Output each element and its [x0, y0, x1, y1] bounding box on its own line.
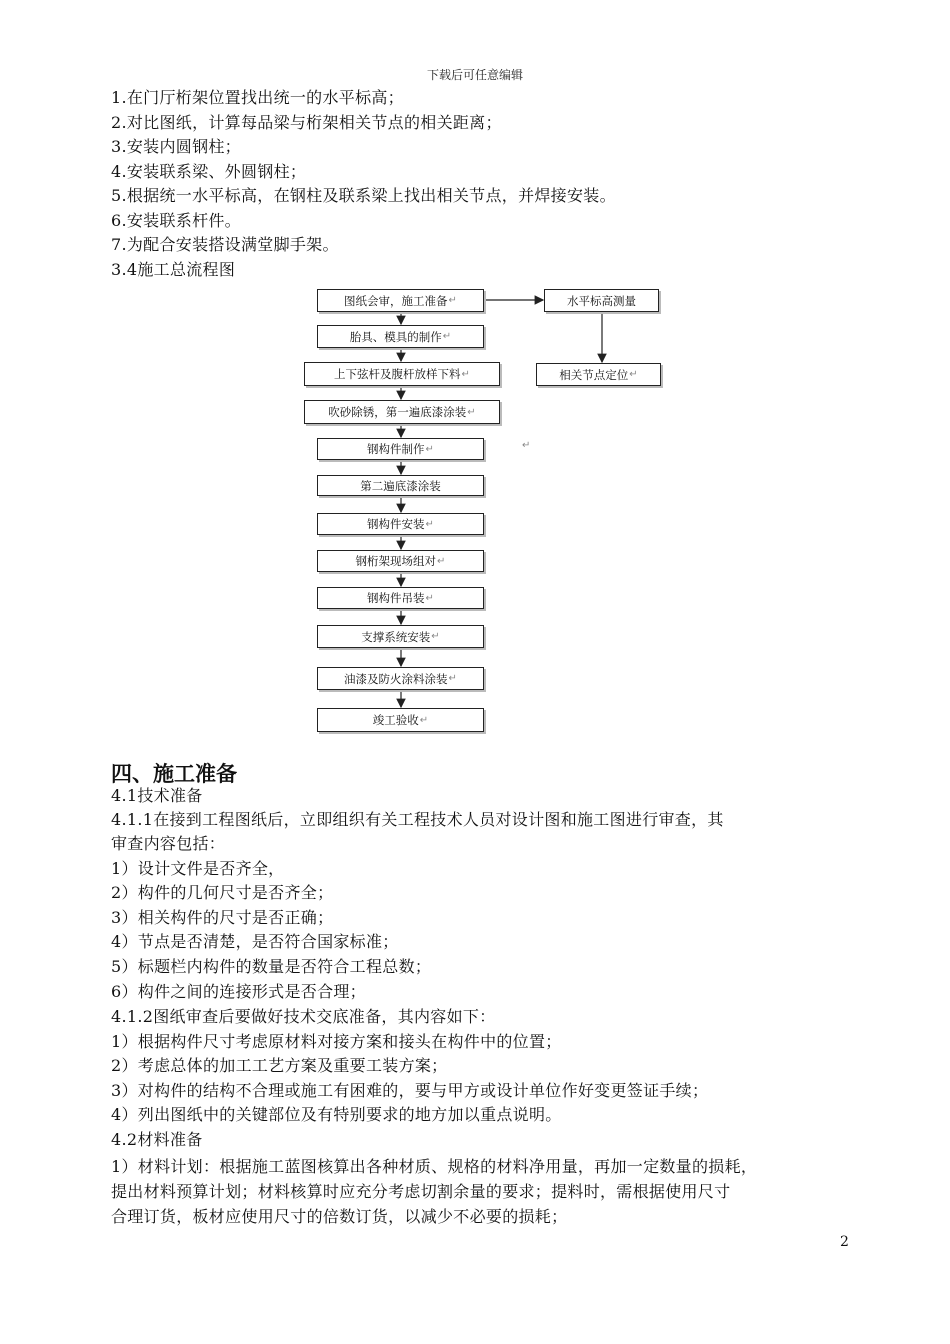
intro-line: 4.安装联系梁、外圆钢柱； [111, 162, 307, 181]
flow-side-step [536, 363, 661, 386]
return-mark: ↵ [629, 369, 638, 380]
return-mark: ↵ [467, 406, 476, 418]
flow-step [317, 708, 484, 732]
body-line: 4.1.1在接到工程图纸后，立即组织有关工程技术人员对设计图和施工图进行审查，其 [111, 810, 724, 829]
intro-line: 1.在门厅桁架位置找出统一的水平标高； [111, 88, 404, 107]
body-line: 2）构件的几何尺寸是否齐全； [111, 883, 334, 902]
return-mark: ↵ [442, 331, 452, 342]
page-header: 下载后可任意编辑 [426, 68, 523, 82]
return-mark: ↵ [425, 592, 434, 604]
flow-step-label: 钢构件吊装 [367, 591, 425, 605]
body-line: 3）相关构件的尺寸是否正确； [111, 908, 334, 927]
return-mark: ↵ [437, 555, 446, 567]
flow-step [304, 400, 500, 424]
flow-step-label: 第二遍底漆涂装 [360, 478, 441, 493]
body-line: 提出材料预算计划；材料核算时应充分考虑切割余量的要求；提料时，需根据使用尺寸 [111, 1182, 731, 1201]
body-line: 3）对构件的结构不合理或施工有困难的，要与甲方或设计单位作好变更签证手续； [111, 1081, 709, 1100]
flowchart-caption: 3.4施工总流程图 [111, 260, 236, 279]
return-mark: ↵ [419, 714, 429, 726]
flow-step-label: 竣工验收 [372, 713, 419, 727]
flow-step [317, 550, 484, 572]
intro-line: 2.对比图纸，计算每品梁与桁架相关节点的相关距离； [111, 113, 502, 132]
body-line: 1）设计文件是否齐全， [111, 859, 285, 878]
flow-step-label: 油漆及防火涂料涂装 [344, 671, 448, 686]
body-line: 2）考虑总体的加工工艺方案及重要工装方案； [111, 1056, 448, 1075]
flow-side-step [544, 289, 659, 312]
body-line: 4.1.2图纸审查后要做好技术交底准备，其内容如下： [111, 1007, 496, 1026]
flow-step-label: 吹砂除锈，第一遍底漆涂装 [328, 405, 467, 419]
flow-step-label: 胎具、模具的制作 [349, 329, 442, 344]
intro-line: 3.安装内圆钢柱； [111, 137, 241, 156]
return-mark: ↵ [448, 295, 457, 306]
flow-step-label: 钢构件制作 [367, 442, 425, 456]
body-line: 1）材料计划：根据施工蓝图核算出各种材质、规格的材料净用量，再加一定数量的损耗， [111, 1157, 758, 1176]
body-line: 审查内容包括： [111, 834, 226, 853]
return-mark: ↵ [522, 440, 531, 451]
flow-step [317, 289, 484, 312]
return-mark: ↵ [425, 443, 434, 455]
flow-step-label: 水平标高测量 [567, 293, 636, 308]
intro-line: 7.为配合安装搭设满堂脚手架。 [111, 235, 339, 254]
flow-step [317, 625, 484, 648]
body-line: 合理订货，板材应使用尺寸的倍数订货，以减少不必要的损耗； [111, 1207, 568, 1226]
flow-step-label: 图纸会审，施工准备 [344, 293, 448, 308]
body-line: 4）列出图纸中的关键部位及有特别要求的地方加以重点说明。 [111, 1105, 562, 1124]
flow-step-label: 钢构件安装 [367, 517, 425, 531]
return-mark: ↵ [431, 631, 440, 642]
body-line: 1）根据构件尺寸考虑原材料对接方案和接头在构件中的位置； [111, 1032, 562, 1051]
return-mark: ↵ [461, 368, 470, 380]
flow-step-label: 相关节点定位 [559, 367, 629, 382]
flow-step [317, 438, 484, 460]
flow-step-label: 钢桁架现场组对 [355, 554, 437, 568]
flow-step-label: 支撑系统安装 [361, 629, 431, 644]
flow-step [317, 475, 484, 496]
section-title: 四、施工准备 [111, 762, 237, 786]
page-number: 2 [840, 1234, 849, 1250]
flow-step [304, 362, 500, 386]
return-mark: ↵ [425, 518, 434, 530]
flow-step [317, 325, 484, 348]
body-line: 4.2材料准备 [111, 1130, 203, 1149]
flow-step [317, 667, 484, 690]
flow-step [317, 587, 484, 609]
body-line: 6）构件之间的连接形式是否合理； [111, 982, 366, 1001]
flow-step [317, 513, 484, 535]
flow-step-label: 上下弦杆及腹杆放样下料 [334, 367, 461, 381]
intro-line: 5.根据统一水平标高，在钢柱及联系梁上找出相关节点，并焊接安装。 [111, 186, 616, 205]
body-line: 5）标题栏内构件的数量是否符合工程总数； [111, 957, 432, 976]
body-line: 4.1技术准备 [111, 786, 203, 805]
body-line: 4）节点是否清楚，是否符合国家标准； [111, 932, 399, 951]
return-mark: ↵ [448, 673, 457, 684]
intro-line: 6.安装联系杆件。 [111, 211, 241, 230]
